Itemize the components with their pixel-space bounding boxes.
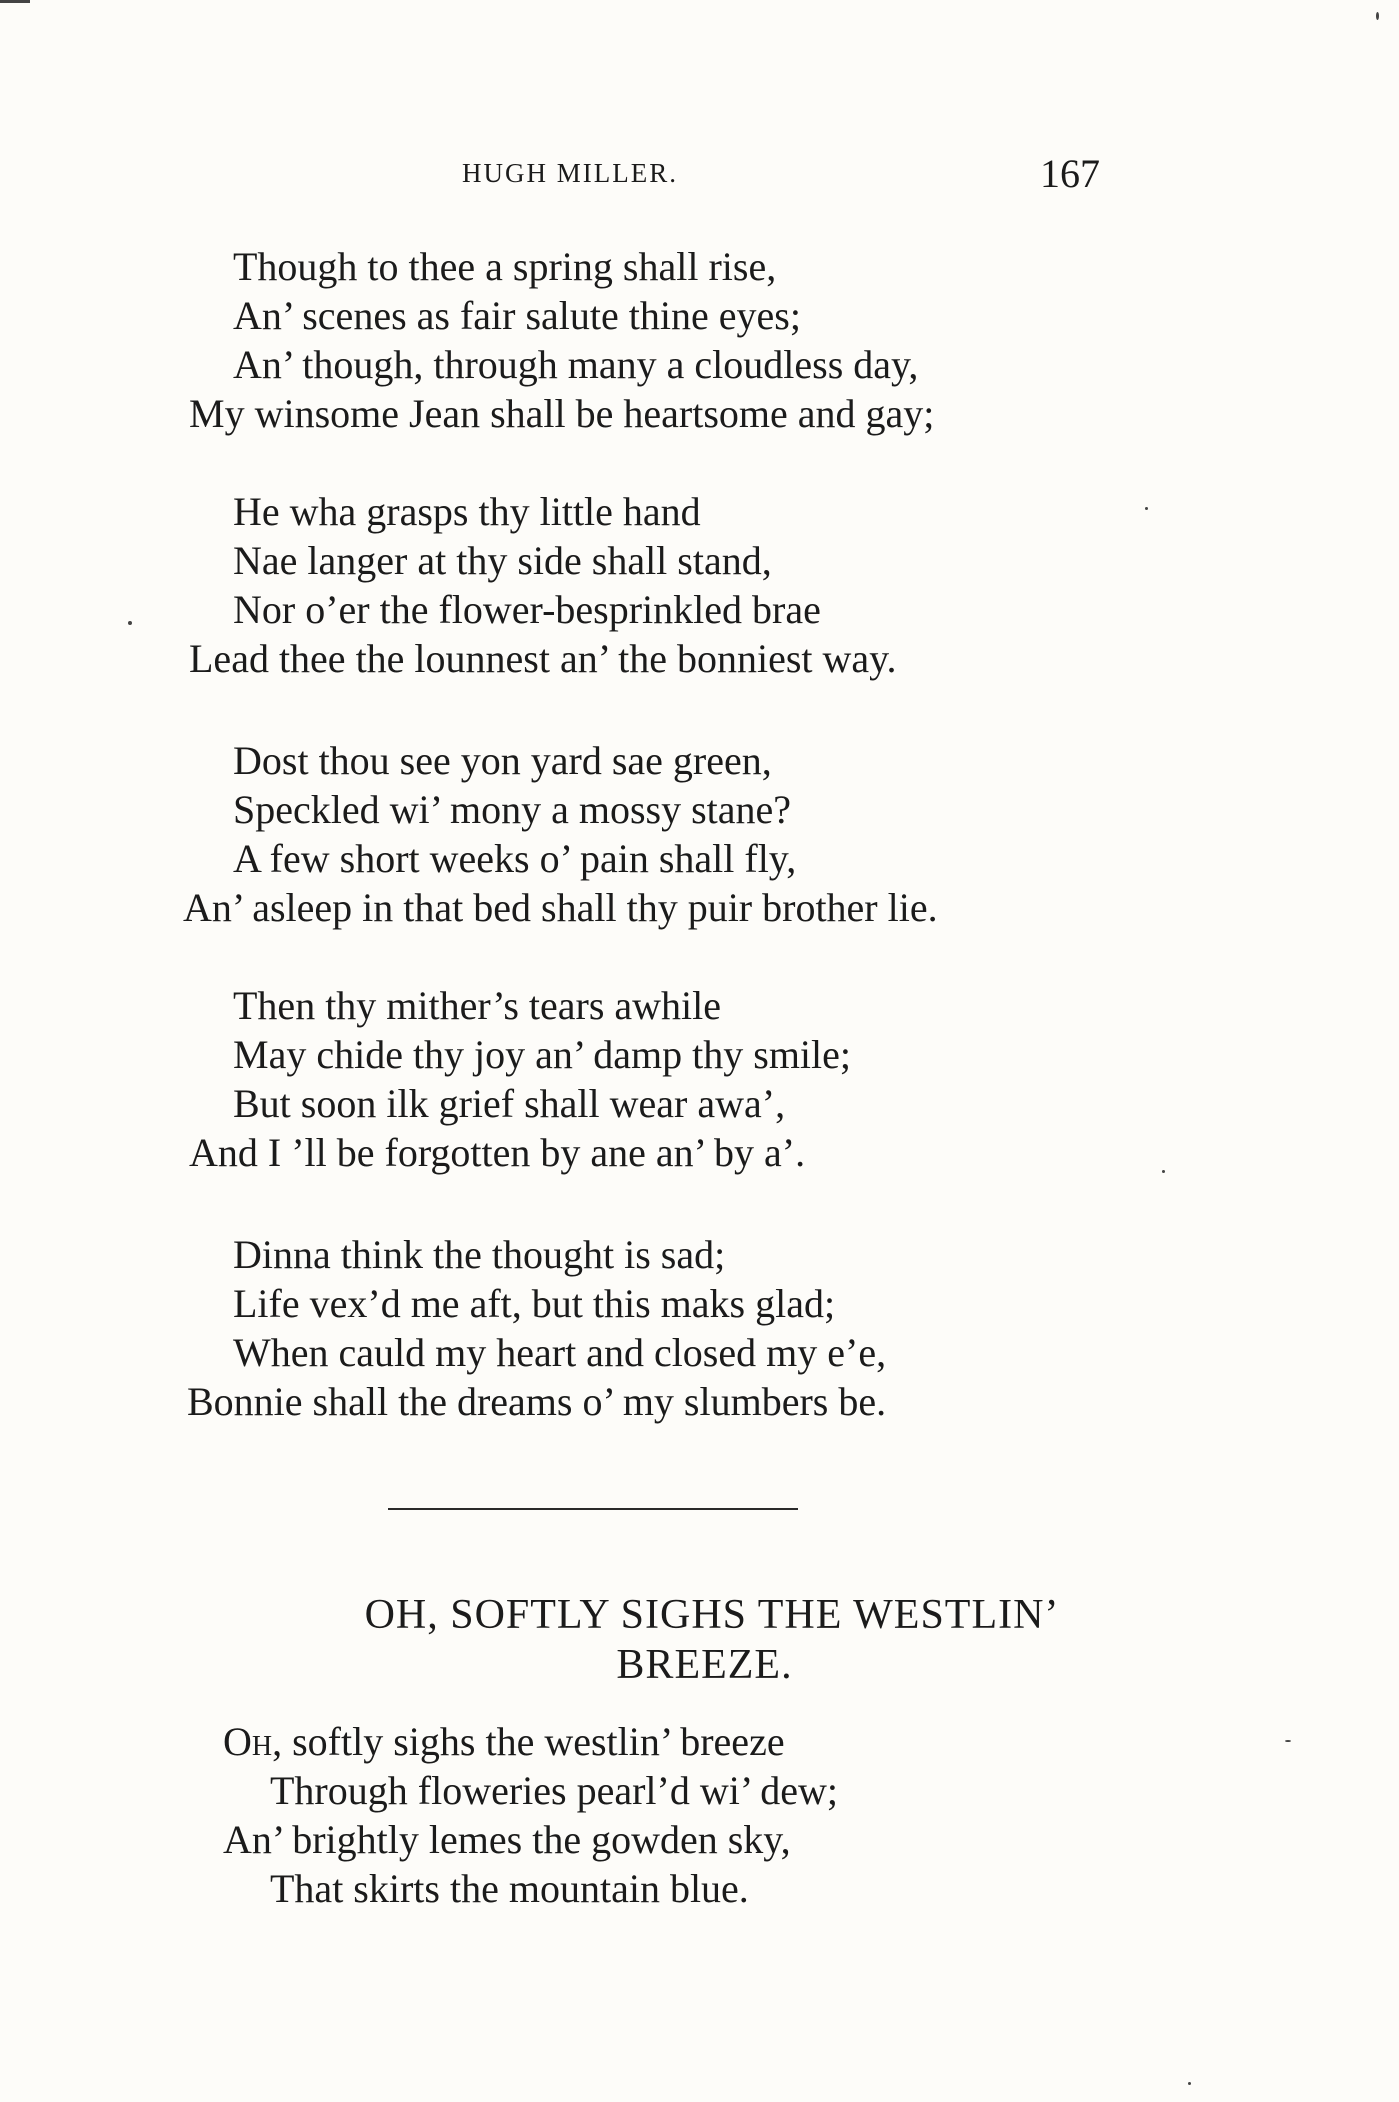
section-divider [388,1508,798,1510]
verse-line: Nor o’er the flower-besprinkled brae [233,587,821,632]
first-line-rest: , softly sighs the westlin’ breeze [272,1719,785,1764]
verse-line: He wha grasps thy little hand [233,489,701,534]
verse-line: Through floweries pearl’d wi’ dew; [270,1768,838,1813]
verse-line: Speckled wi’ mony a mossy stane? [233,787,792,832]
scan-speck [1145,507,1148,510]
verse-line: An’ asleep in that bed shall thy puir brother lie. [183,885,938,930]
verse-line: When cauld my heart and closed my e’e, [233,1330,887,1375]
verse-line: An’ brightly lemes the gowden sky, [223,1817,791,1862]
verse-line: An’ scenes as fair salute thine eyes; [233,293,801,338]
verse-line: A few short weeks o’ pain shall fly, [233,836,797,881]
verse-line: That skirts the mountain blue. [270,1866,749,1911]
verse-line [223,1718,785,1766]
verse-line: Dinna think the thought is sad; [233,1232,726,1277]
verse-line: Life vex’d me aft, but this maks glad; [233,1281,836,1326]
dropcap: Oh [223,1719,273,1764]
page-header [0,150,1399,200]
poem-title-line-1: OH, SOFTLY SIGHS THE WESTLIN’ [364,1592,1060,1638]
poem-title-line-2: BREEZE. [616,1642,793,1688]
running-head: HUGH MILLER. [462,158,678,188]
scan-speck [128,621,132,625]
scan-speck [1162,1170,1165,1173]
verse-line: Nae langer at thy side shall stand, [233,538,772,583]
verse-line: Lead thee the lounnest an’ the bonniest way. [189,636,897,681]
scan-speck [0,0,30,3]
verse-line: But soon ilk grief shall wear awa’, [233,1081,786,1126]
poem-title [0,1590,1399,1690]
verse-line: Though to thee a spring shall rise, [233,244,777,289]
verse-line: And I ’ll be forgotten by ane an’ by a’. [189,1130,806,1175]
scan-speck [1188,2082,1191,2085]
verse-line: Then thy mither’s tears awhile [233,983,722,1028]
verse-line: May chide thy joy an’ damp thy smile; [233,1032,852,1077]
scan-speck [1376,12,1379,20]
verse-line: Bonnie shall the dreams o’ my slumbers be. [187,1379,887,1424]
verse-line: Dost thou see yon yard sae green, [233,738,772,783]
verse-line: An’ though, through many a cloudless day, [233,342,919,387]
verse-line: My winsome Jean shall be heartsome and gay; [189,391,935,436]
page-number: 167 [1040,151,1100,196]
scan-speck [1285,1740,1291,1742]
